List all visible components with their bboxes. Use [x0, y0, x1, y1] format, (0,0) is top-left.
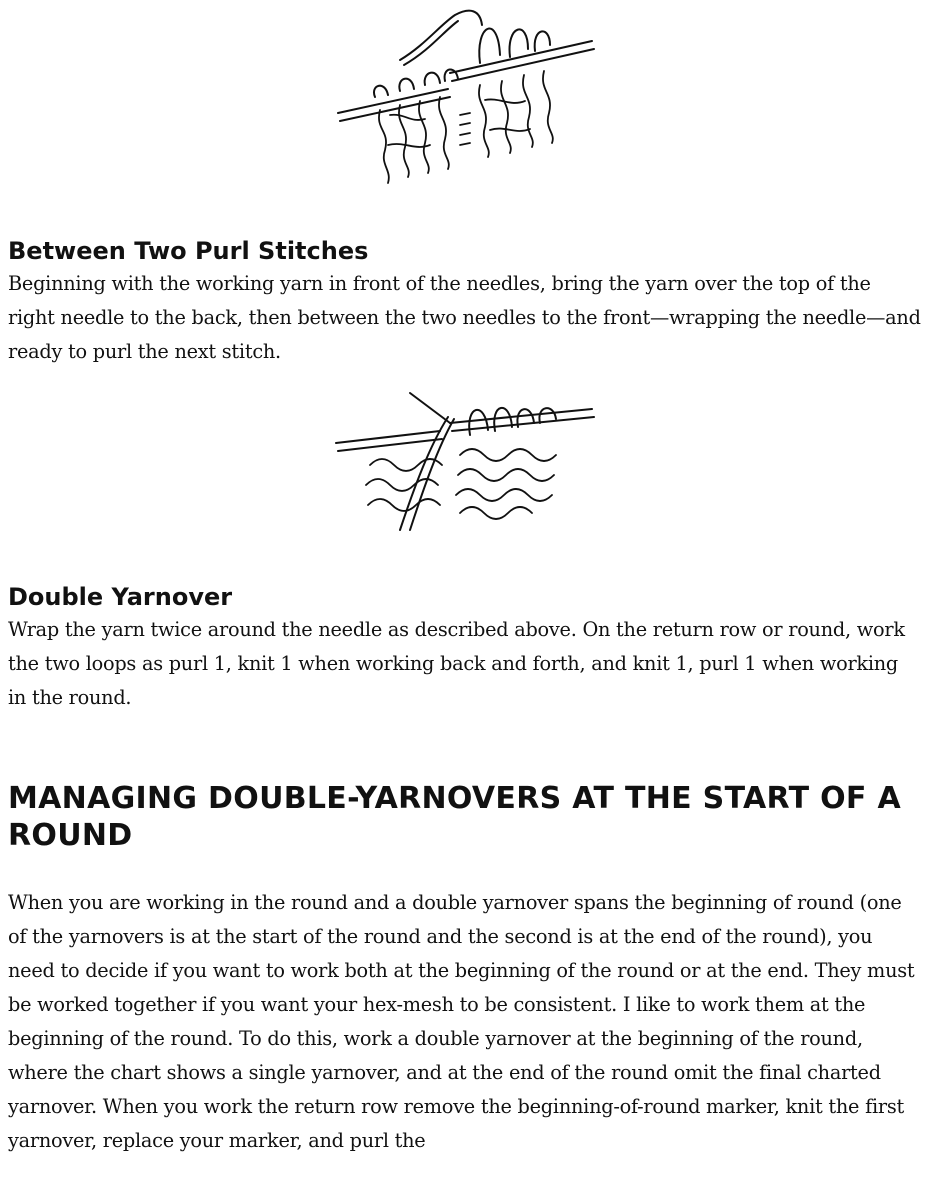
managing-body: When you are working in the round and a double yarnover spans the beginning of round (one of the yarnovers is at the start of the round and the second is at the end of the round), you need to decide if you want to work both at the beginning of the round or at the end. They must be worked together if you want your hex-mesh to be consistent. I like to work them at the beginning of the round. To do this, work a double yarnover at the beginning of the round, where the chart shows a single yarnover, and at the end of the round omit the final charted yarnover. When you work the return row remove the beginning-of-round marker, knit the first yarnover, replace your marker, and purl the	[8, 891, 915, 1152]
section-heading: Double Yarnover	[8, 583, 233, 611]
yarnover-purl-illustration	[330, 385, 600, 535]
section-body: Wrap the yarn twice around the needle as described above. On the return row or round, work the two loops as purl 1, knit 1 when working back and forth, and knit 1, purl 1 when working in the round.	[8, 618, 905, 709]
yarnover-knit-illustration	[330, 5, 600, 190]
section-heading: Between Two Purl Stitches	[8, 237, 369, 265]
section-body: Beginning with the working yarn in front of the needles, bring the yarn over the top of the right needle to the back, then between the two needles to the front—wrapping the needle—and ready to purl the next stitch.	[8, 272, 921, 363]
managing-heading: MANAGING DOUBLE-YARNOVERS AT THE START OF A ROUND	[8, 781, 901, 853]
